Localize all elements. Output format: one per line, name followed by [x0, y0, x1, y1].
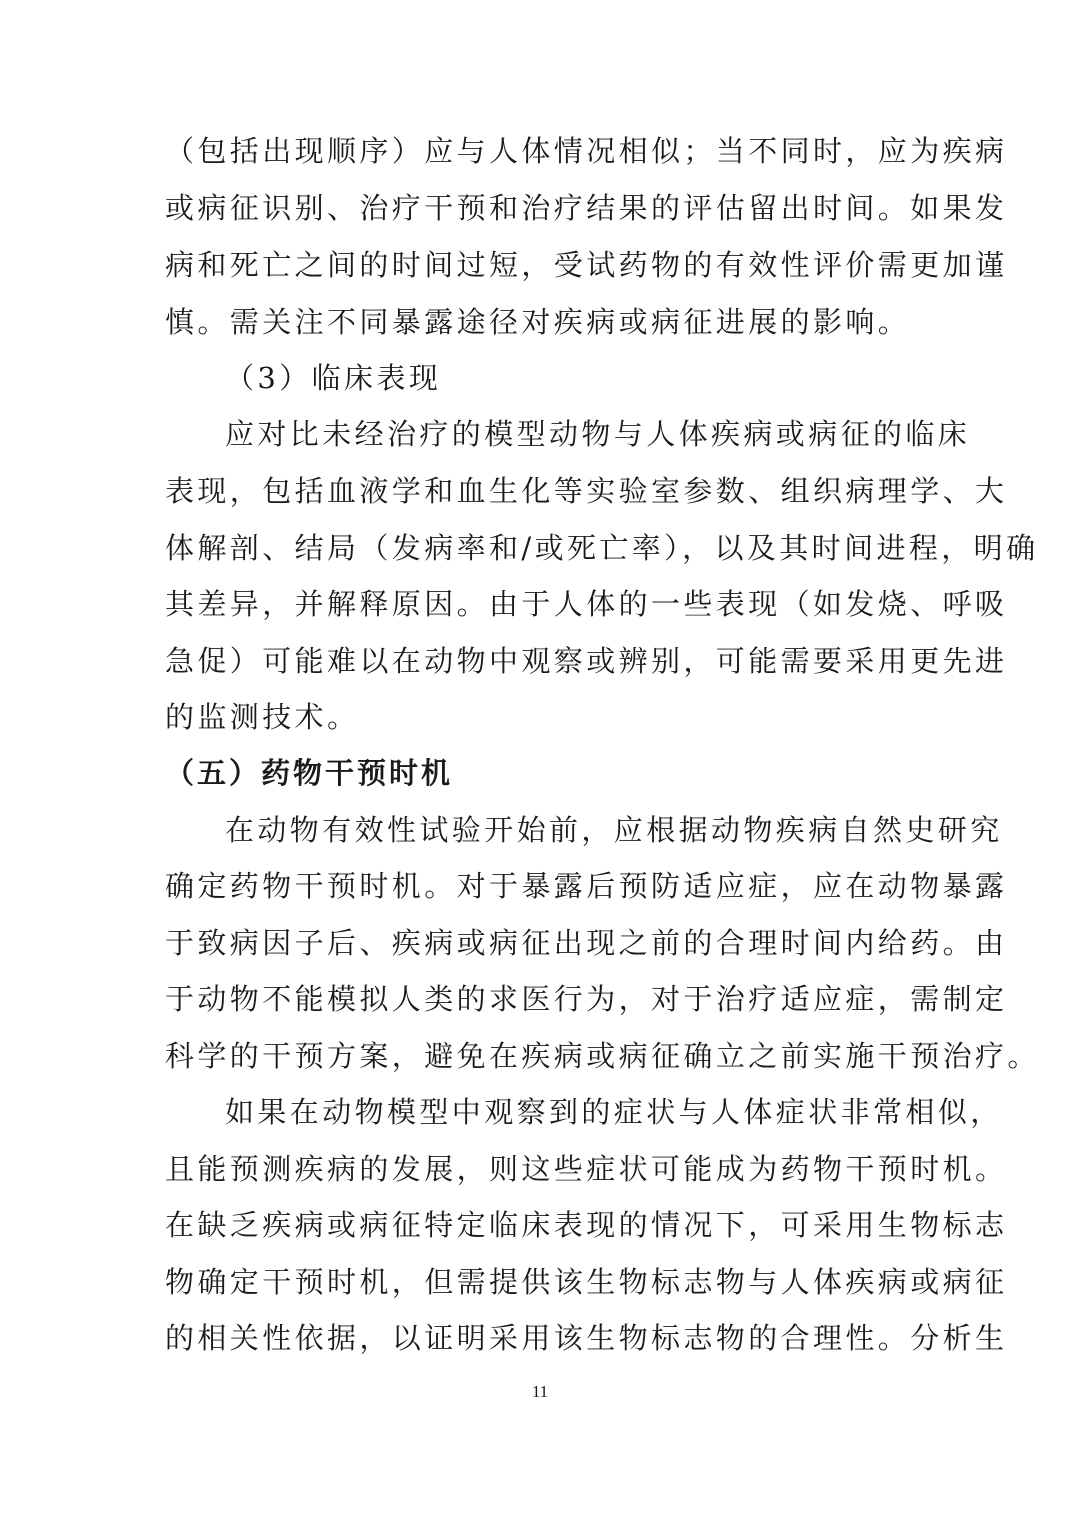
- paragraph-line: 应对比未经治疗的模型动物与人体疾病或病征的临床: [225, 417, 971, 451]
- paragraph-line: 体解剖、结局（发病率和/或死亡率），以及其时间进程，明确: [165, 531, 1039, 565]
- paragraph-line: 其差异，并解释原因。由于人体的一些表现（如发烧、呼吸: [165, 587, 1008, 621]
- subsection-heading: （3）临床表现: [225, 361, 442, 395]
- paragraph-line: 如果在动物模型中观察到的症状与人体症状非常相似，: [225, 1095, 1003, 1129]
- paragraph-line: 于动物不能模拟人类的求医行为，对于治疗适应症，需制定: [165, 982, 1008, 1016]
- section-heading: （五）药物干预时机: [165, 756, 454, 790]
- paragraph-line: 在动物有效性试验开始前，应根据动物疾病自然史研究: [225, 813, 1003, 847]
- paragraph-line: 且能预测疾病的发展，则这些症状可能成为药物干预时机。: [165, 1152, 1008, 1186]
- paragraph-line: 表现，包括血液学和血生化等实验室参数、组织病理学、大: [165, 474, 1008, 508]
- page-number: 11: [531, 1382, 549, 1401]
- paragraph-line: 的相关性依据，以证明采用该生物标志物的合理性。分析生: [165, 1321, 1008, 1355]
- paragraph-line: 于致病因子后、疾病或病征出现之前的合理时间内给药。由: [165, 926, 1008, 960]
- paragraph-line: 慎。需关注不同暴露途径对疾病或病征进展的影响。: [165, 305, 911, 339]
- paragraph-line: 急促）可能难以在动物中观察或辨别，可能需要采用更先进: [165, 644, 1008, 678]
- paragraph-line: 物确定干预时机，但需提供该生物标志物与人体疾病或病征: [165, 1265, 1008, 1299]
- paragraph-line: 病和死亡之间的时间过短，受试药物的有效性评价需更加谨: [165, 248, 1008, 282]
- paragraph-line: 的监测技术。: [165, 700, 360, 734]
- paragraph-line: 科学的干预方案，避免在疾病或病征确立之前实施干预治疗。: [165, 1039, 1040, 1073]
- paragraph-line: 或病征识别、治疗干预和治疗结果的评估留出时间。如果发: [165, 191, 1008, 225]
- paragraph-line: 确定药物干预时机。对于暴露后预防适应症，应在动物暴露: [165, 869, 1008, 903]
- paragraph-line: （包括出现顺序）应与人体情况相似；当不同时，应为疾病: [165, 134, 1008, 168]
- paragraph-line: 在缺乏疾病或病征特定临床表现的情况下，可采用生物标志: [165, 1208, 1008, 1242]
